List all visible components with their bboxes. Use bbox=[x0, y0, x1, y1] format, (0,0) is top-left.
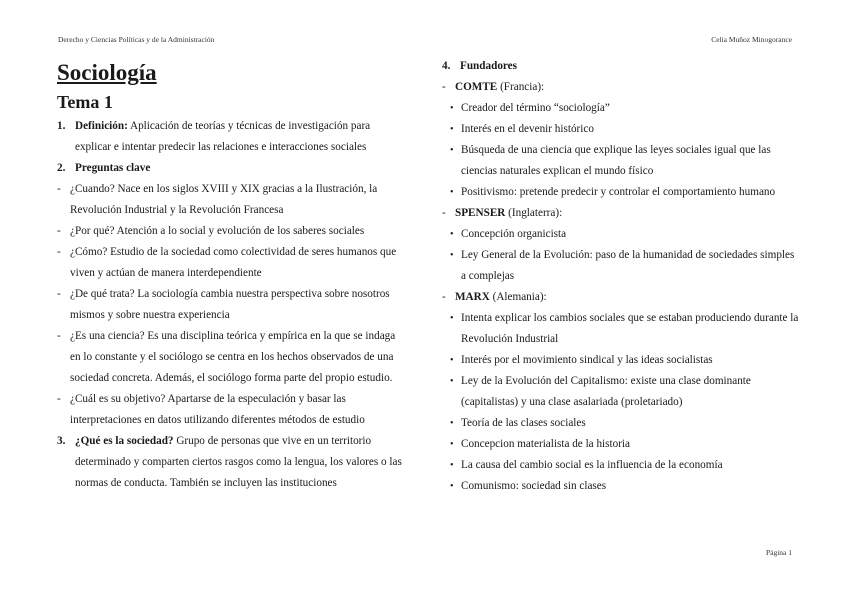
founder-point bbox=[442, 413, 802, 434]
section-key-questions bbox=[57, 158, 407, 179]
question-text: ¿Cuando? Nace en los siglos XVIII y XIX gracias a la Ilustración, la Revolución Industrial y la Revolución Francesa bbox=[70, 183, 378, 216]
point-text: Intenta explicar los cambios sociales que se estaban produciendo durante la Revolución Industrial bbox=[461, 312, 799, 345]
section-number: 4. bbox=[442, 60, 451, 72]
section-text: Grupo de personas que vive en un territorio determinado y comparten ciertos rasgos como la lengua, los valores o las normas de conducta. También se incluyen las instituciones bbox=[75, 435, 402, 489]
point-text: Ley de la Evolución del Capitalismo: existe una clase dominante (capitalistas) y una clase asalariada (proletariado) bbox=[461, 375, 751, 408]
section-heading: Fundadores bbox=[460, 60, 517, 72]
founder-point bbox=[442, 350, 802, 371]
bullet-marker: • bbox=[450, 313, 454, 324]
section-text: Aplicación de teorías y técnicas de investigación para explicar e intentar predecir las relaciones e interacciones sociales bbox=[75, 120, 371, 153]
bullet-marker: • bbox=[450, 418, 454, 429]
question-item bbox=[57, 389, 407, 431]
bullet-marker: • bbox=[450, 376, 454, 387]
point-text: Ley General de la Evolución: paso de la humanidad de sociedades simples a complejas bbox=[461, 249, 795, 282]
founder-point bbox=[442, 140, 802, 182]
section-number: 3. bbox=[57, 435, 66, 447]
founder-point bbox=[442, 371, 802, 413]
question-text: ¿Cómo? Estudio de la sociedad como colectividad de seres humanos que viven y actúan de manera interdependiente bbox=[70, 246, 397, 279]
founder-point bbox=[442, 224, 802, 245]
dash-marker: - bbox=[57, 330, 61, 342]
bullet-marker: • bbox=[450, 103, 454, 114]
section-heading: Preguntas clave bbox=[75, 162, 151, 174]
dash-marker: - bbox=[57, 183, 61, 195]
right-column bbox=[442, 56, 802, 497]
point-text: Positivismo: pretende predecir y controlar el comportamiento humano bbox=[461, 186, 776, 198]
point-text: Interés en el devenir histórico bbox=[461, 123, 594, 135]
header-right: Celia Muñoz Minogorance bbox=[711, 35, 792, 44]
header-left: Derecho y Ciencias Políticas y de la Administración bbox=[58, 35, 215, 44]
question-item bbox=[57, 242, 407, 284]
section-number: 2. bbox=[57, 162, 66, 174]
left-column bbox=[57, 56, 407, 494]
bullet-marker: • bbox=[450, 124, 454, 135]
founder-point bbox=[442, 119, 802, 140]
founder-name: COMTE bbox=[455, 81, 498, 93]
founder-point bbox=[442, 434, 802, 455]
question-text: ¿De qué trata? La sociología cambia nuestra perspectiva sobre nosotros mismos y sobre nuestra experiencia bbox=[70, 288, 390, 321]
founder-point bbox=[442, 182, 802, 203]
bullet-marker: • bbox=[450, 460, 454, 471]
founder-point bbox=[442, 308, 802, 350]
question-item bbox=[57, 326, 407, 389]
founder-point bbox=[442, 476, 802, 497]
point-text: Concepción organicista bbox=[461, 228, 567, 240]
founder-point bbox=[442, 455, 802, 476]
section-founders bbox=[442, 56, 802, 77]
question-item bbox=[57, 284, 407, 326]
founder-point bbox=[442, 98, 802, 119]
question-text: ¿Cuál es su objetivo? Apartarse de la especulación y basar las interpretaciones en datos utilizando diferentes métodos de estudio bbox=[70, 393, 365, 426]
bullet-marker: • bbox=[450, 229, 454, 240]
page-number: Página 1 bbox=[765, 548, 792, 557]
topic-title: Tema 1 bbox=[57, 92, 113, 112]
bullet-marker: • bbox=[450, 187, 454, 198]
question-text: ¿Por qué? Atención a lo social y evolución de los saberes sociales bbox=[70, 225, 365, 237]
question-item bbox=[57, 179, 407, 221]
founder-country: (Alemania): bbox=[489, 291, 547, 303]
founder-point bbox=[442, 245, 802, 287]
point-text: Creador del término “sociología” bbox=[461, 102, 610, 114]
page-title: Sociología bbox=[57, 60, 157, 85]
point-text: Teoría de las clases sociales bbox=[461, 417, 586, 429]
founder-marx bbox=[442, 287, 802, 308]
point-text: Concepcion materialista de la historia bbox=[461, 438, 630, 450]
bullet-marker: • bbox=[450, 250, 454, 261]
founder-name: MARX bbox=[455, 291, 490, 303]
section-heading: ¿Qué es la sociedad? bbox=[75, 435, 174, 447]
founder-spenser bbox=[442, 203, 802, 224]
founder-country: (Inglaterra): bbox=[505, 207, 563, 219]
dash-marker: - bbox=[57, 246, 61, 258]
founder-name: SPENSER bbox=[455, 207, 506, 219]
section-number: 1. bbox=[57, 120, 66, 132]
bullet-marker: • bbox=[450, 481, 454, 492]
question-item bbox=[57, 221, 407, 242]
point-text: Interés por el movimiento sindical y las ideas socialistas bbox=[461, 354, 713, 366]
dash-marker: - bbox=[57, 393, 61, 405]
bullet-marker: • bbox=[450, 439, 454, 450]
dash-marker: - bbox=[57, 225, 61, 237]
bullet-marker: • bbox=[450, 145, 454, 156]
dash-marker: - bbox=[57, 288, 61, 300]
section-heading: Definición: bbox=[75, 120, 128, 132]
section-definition bbox=[57, 116, 407, 158]
dash-marker: - bbox=[442, 81, 446, 93]
founder-country: (Francia): bbox=[497, 81, 545, 93]
bullet-marker: • bbox=[450, 355, 454, 366]
point-text: Búsqueda de una ciencia que explique las leyes sociales igual que las ciencias naturales explican el mundo físico bbox=[461, 144, 771, 177]
founder-comte bbox=[442, 77, 802, 98]
section-society bbox=[57, 431, 407, 494]
point-text: Comunismo: sociedad sin clases bbox=[461, 480, 607, 492]
dash-marker: - bbox=[442, 207, 446, 219]
question-text: ¿Es una ciencia? Es una disciplina teórica y empírica en la que se indaga en lo constante y el sociólogo se centra en los hechos observados de una sociedad concreta. Además, el sociólogo forma parte del propio estudio. bbox=[70, 330, 396, 384]
dash-marker: - bbox=[442, 291, 446, 303]
point-text: La causa del cambio social es la influencia de la economía bbox=[461, 459, 723, 471]
